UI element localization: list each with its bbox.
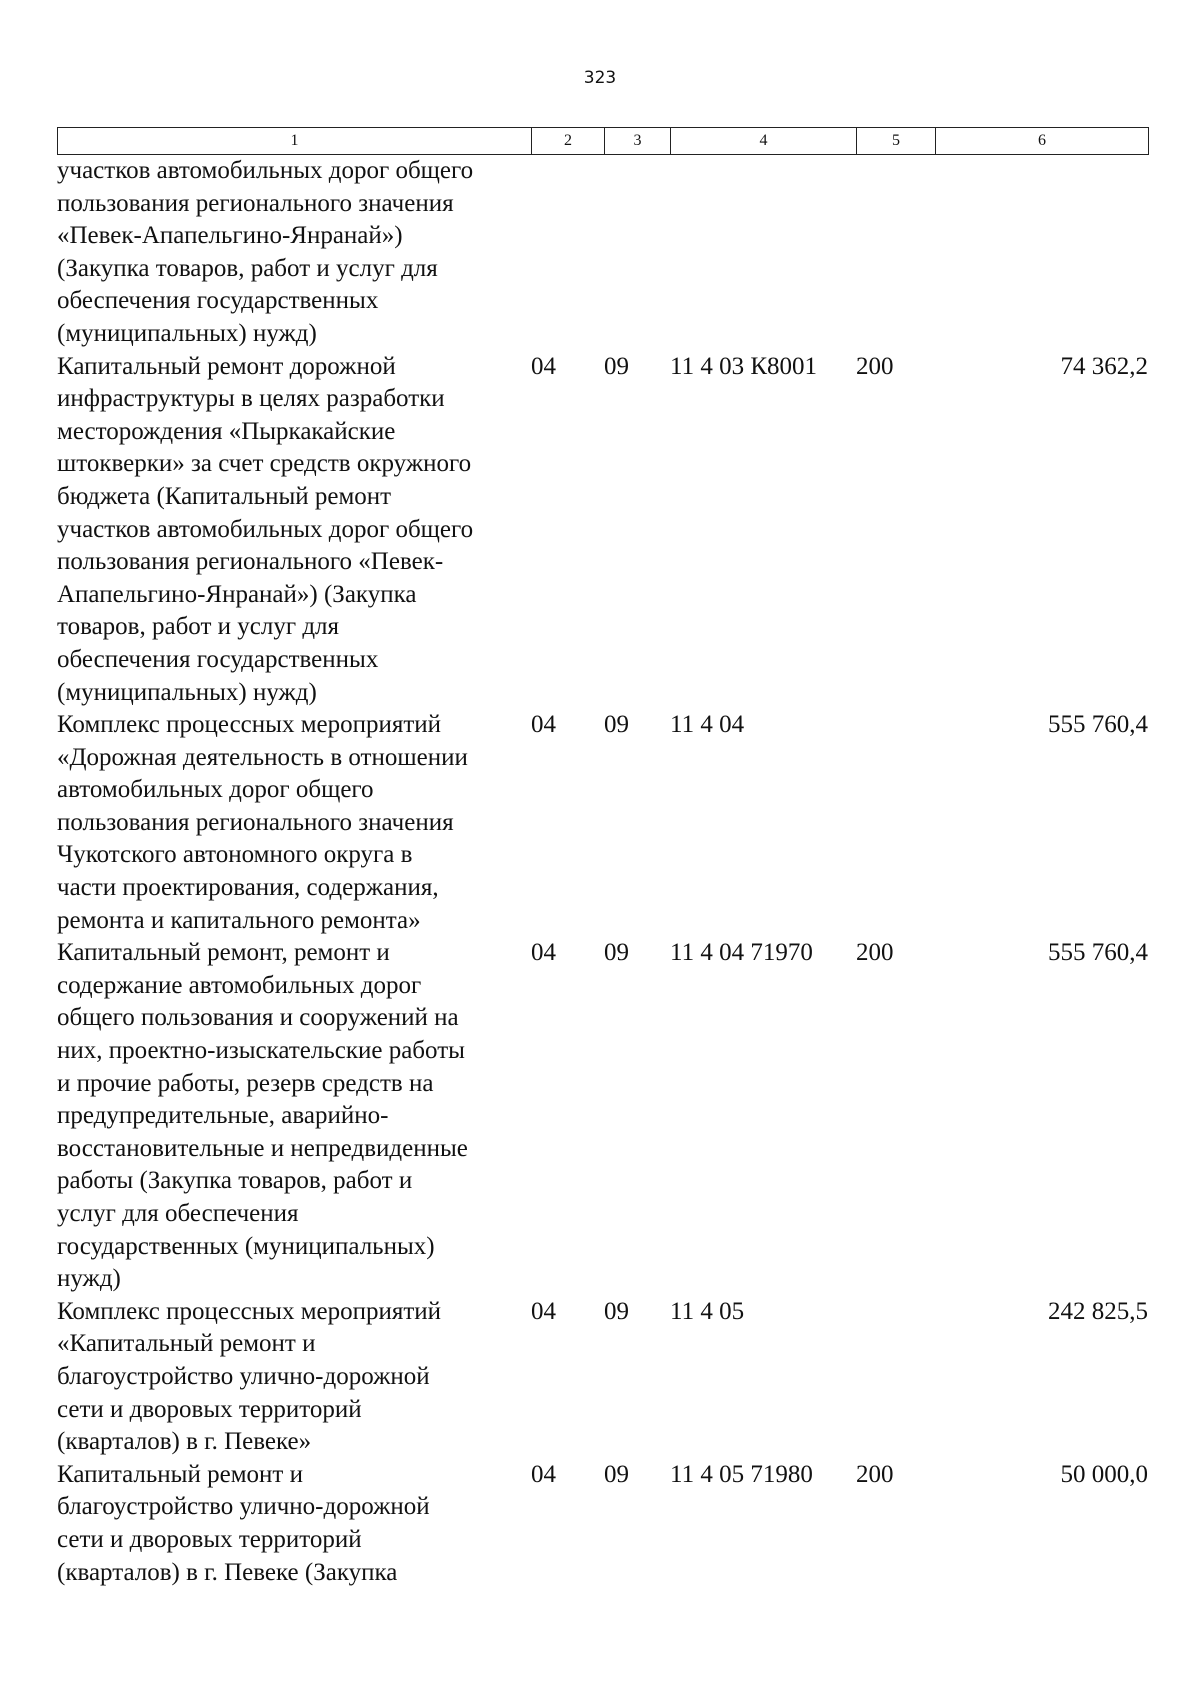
- column-header-3: 3: [605, 128, 671, 155]
- row-description: Капитальный ремонт, ремонт и содержание автомобильных дорог общего пользования и сооружений на них, проектно-изыскательские работы и прочие работы, резерв средств на предупредительные, аварийно- восстановительные и непредвиденные работы (Закупка товаров, работ и услуг для обеспечения государственных (муниципальных) нужд): [57, 939, 468, 1293]
- row-description: Капитальный ремонт дорожной инфраструктуры в целях разработки месторождения «Пыркакайские штокверки» за счет средств окружного бюджета (Капитальный ремонт участков автомобильных дорог общего пользования регионального «Певек- Апапельгино-Янранай») (Закупка товаров, работ и услуг для обеспечения государственных (муниципальных) нужд): [57, 352, 474, 706]
- row-section-code: 04: [531, 1297, 556, 1325]
- row-expense-type: 200: [856, 939, 894, 967]
- row-target-code: 11 4 04: [670, 711, 745, 739]
- page-number: 323: [583, 68, 617, 88]
- row-target-code: 11 4 03 К8001: [670, 352, 817, 380]
- row-amount: 74 362,2: [1060, 352, 1148, 380]
- column-header-1: 1: [58, 128, 532, 155]
- row-section-code: 04: [531, 939, 556, 967]
- row-subsection-code: 09: [604, 939, 629, 967]
- row-expense-type: 200: [856, 352, 894, 380]
- row-description: участков автомобильных дорог общего пользования регионального значения «Певек-Апапельгино-Янранай») (Закупка товаров, работ и услуг для обеспечения государственных (муниципальных) нужд): [57, 157, 474, 347]
- row-section-code: 04: [531, 1460, 556, 1488]
- row-section-code: 04: [531, 711, 556, 739]
- table-row: [57, 1459, 1148, 1589]
- row-amount: 555 760,4: [1048, 939, 1148, 967]
- table-row: [57, 1296, 1148, 1459]
- column-header-5: 5: [857, 128, 936, 155]
- row-subsection-code: 09: [604, 1460, 629, 1488]
- column-header-4: 4: [671, 128, 857, 155]
- column-header-table: [57, 127, 1149, 155]
- row-amount: 555 760,4: [1048, 711, 1148, 739]
- column-header-6: 6: [936, 128, 1149, 155]
- row-subsection-code: 09: [604, 711, 629, 739]
- budget-table-body: [57, 155, 1148, 1589]
- table-row: [57, 709, 1148, 937]
- row-target-code: 11 4 05: [670, 1297, 745, 1325]
- row-description: Комплекс процессных мероприятий «Капитальный ремонт и благоустройство улично-дорожной сети и дворовых территорий (кварталов) в г. Певеке»: [57, 1297, 442, 1456]
- table-row: [57, 155, 1148, 351]
- row-description: Капитальный ремонт и благоустройство улично-дорожной сети и дворовых территорий (кварталов) в г. Певеке (Закупка: [57, 1460, 430, 1586]
- row-target-code: 11 4 04 71970: [670, 939, 813, 967]
- row-expense-type: 200: [856, 1460, 894, 1488]
- table-row: [57, 351, 1148, 710]
- table-row: [57, 937, 1148, 1296]
- row-section-code: 04: [531, 352, 556, 380]
- row-amount: 50 000,0: [1060, 1460, 1148, 1488]
- column-header-2: 2: [532, 128, 605, 155]
- row-subsection-code: 09: [604, 1297, 629, 1325]
- column-header-row: [58, 128, 1149, 155]
- row-subsection-code: 09: [604, 352, 629, 380]
- row-target-code: 11 4 05 71980: [670, 1460, 813, 1488]
- row-description: Комплекс процессных мероприятий «Дорожная деятельность в отношении автомобильных дорог общего пользования регионального значения Чукотского автономного округа в части проектирования, содержания, ремонта и капитального ремонта»: [57, 711, 468, 934]
- row-amount: 242 825,5: [1048, 1297, 1148, 1325]
